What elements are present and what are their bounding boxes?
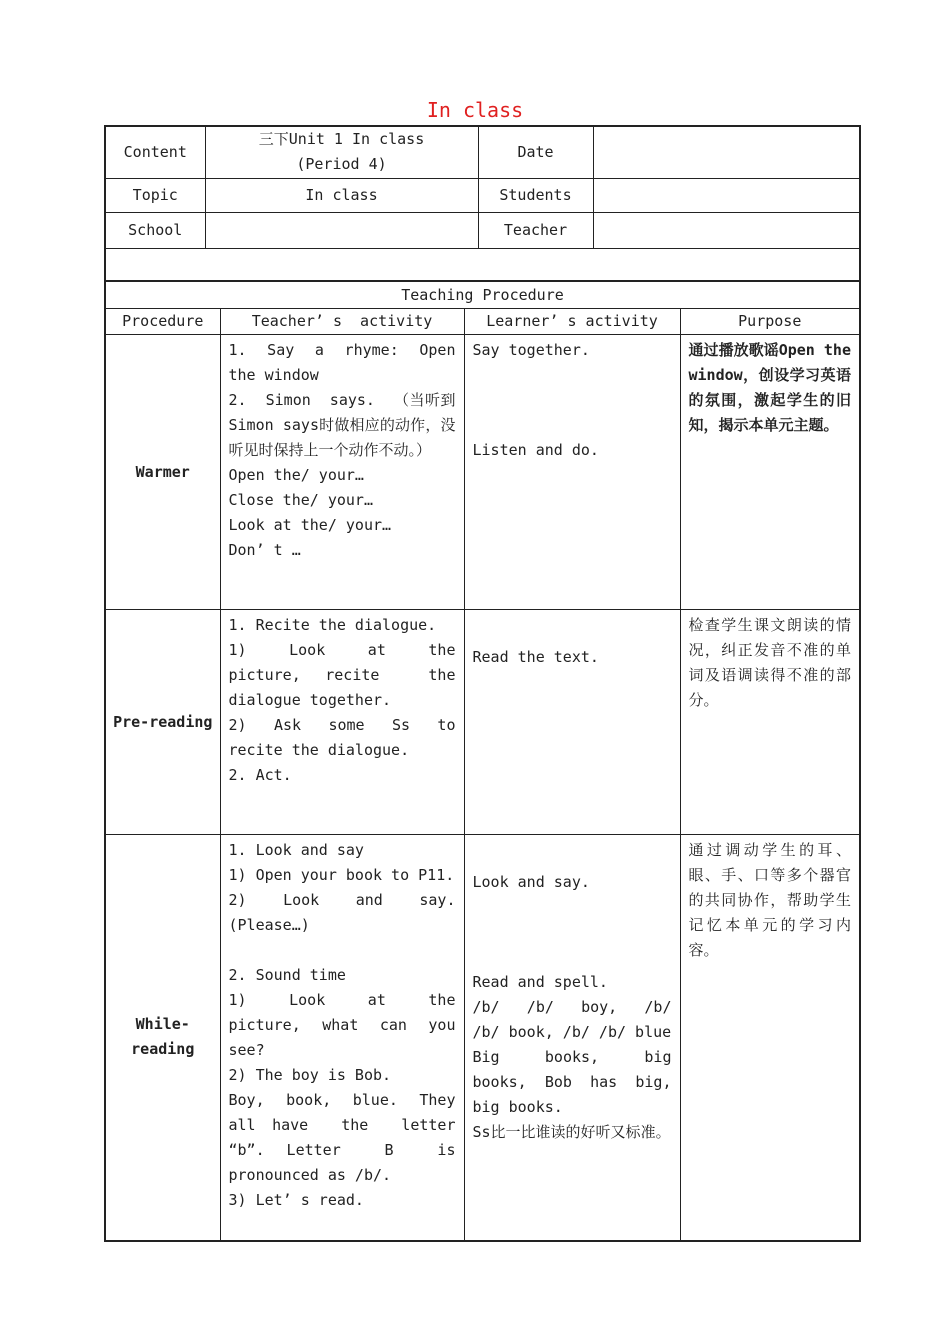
spacer	[229, 938, 456, 963]
procedure-heading-row	[105, 282, 860, 309]
whilereading-learner-line: Ss比一比谁读的好听又标准。	[472, 1123, 671, 1141]
teacher-label: Teacher	[478, 212, 593, 248]
teacher-value	[593, 212, 860, 248]
topic-value: In class	[205, 178, 478, 212]
school-label: School	[105, 212, 205, 248]
whilereading-teacher-activity	[220, 835, 474, 1241]
whilereading-teacher-line: 3) Let’ s read.	[228, 1191, 364, 1209]
prereading-teacher-line: 1. Recite the dialogue.	[228, 616, 437, 634]
date-label: Date	[478, 126, 593, 178]
whilereading-teacher-line: Boy, book, blue. They all have the letter “b”. Letter B is pronounced as /b/.	[228, 1091, 474, 1184]
blank-row	[105, 248, 860, 281]
content-value-line2: (Period 4)	[296, 155, 387, 174]
whilereading-teacher-line: 2. Sound time	[228, 966, 346, 984]
spacer	[473, 363, 672, 388]
whilereading-learner-line: Read and spell.	[472, 973, 608, 991]
lesson-info-table	[104, 125, 861, 282]
blank-cell	[105, 248, 860, 281]
whilereading-learner-line: /b/ /b/ boy, /b/ /b/ book, /b/ /b/ blue	[472, 998, 690, 1041]
column-header-procedure: Procedure	[105, 309, 220, 335]
whilereading-teacher-line: 1. Look and say	[228, 841, 364, 859]
spacer	[473, 945, 672, 970]
spacer	[473, 895, 672, 920]
stage-whilereading-line1: While-	[135, 1015, 190, 1034]
prereading-learner-activity	[464, 610, 680, 835]
school-value	[205, 212, 478, 248]
teaching-procedure-table	[104, 281, 861, 1242]
column-header-purpose: Purpose	[680, 309, 860, 335]
prereading-teacher-activity	[220, 610, 474, 835]
students-value	[593, 178, 860, 212]
school-row	[105, 212, 860, 248]
document-title: In class	[426, 98, 524, 122]
prereading-learner-line: Read the text.	[472, 648, 599, 666]
topic-row	[105, 178, 860, 212]
prereading-teacher-line: 2. Act.	[228, 766, 292, 784]
warmer-teacher-line: Open the/ your…	[228, 466, 364, 484]
warmer-purpose: 通过播放歌谣Open the window，创设学习英语的氛围，激起学生的旧知，揭示本单元主题。	[680, 335, 860, 610]
topic-label: Topic	[105, 178, 205, 212]
spacer	[473, 388, 672, 413]
whilereading-learner-activity	[464, 835, 690, 1241]
stage-whilereading-line2: reading	[131, 1040, 195, 1059]
students-label: Students	[478, 178, 593, 212]
column-header-learner-activity: Learner’ s activity	[464, 309, 680, 335]
date-value	[593, 126, 860, 178]
warmer-teacher-line: 1. Say a rhyme: Open the window	[228, 341, 474, 384]
warmer-learner-line: Listen and do.	[472, 441, 599, 459]
content-row	[105, 126, 860, 178]
whilereading-teacher-line: 1) Open your book to P11.	[228, 866, 455, 884]
warmer-teacher-line: Close the/ your…	[228, 491, 373, 509]
whilereading-teacher-line: 2) The boy is Bob.	[228, 1066, 392, 1084]
warmer-teacher-line: Don’ t …	[228, 541, 301, 559]
whilereading-learner-line: Big books, big books, Bob has big, big books.	[472, 1048, 690, 1116]
prereading-teacher-line: 2) Ask some Ss to recite the dialogue.	[228, 716, 474, 759]
stage-whilereading	[105, 835, 220, 1241]
whilereading-teacher-line: 2) Look and say. (Please…)	[228, 891, 465, 934]
column-header-row	[105, 309, 860, 335]
content-value-line1: 三下Unit 1 In class	[258, 130, 425, 149]
prereading-row	[105, 610, 860, 835]
prereading-teacher-line: 1) Look at the picture, recite the dialogue together.	[228, 641, 474, 709]
warmer-learner-line: Say together.	[472, 341, 590, 359]
stage-prereading: Pre-reading	[105, 610, 220, 835]
warmer-learner-activity	[464, 335, 680, 610]
whilereading-row	[105, 835, 860, 1241]
whilereading-teacher-line: 1) Look at the picture, what can you see?	[228, 991, 474, 1059]
spacer	[473, 413, 672, 438]
warmer-teacher-line: Look at the/ your…	[228, 516, 392, 534]
content-label: Content	[105, 126, 205, 178]
prereading-purpose: 检查学生课文朗读的情况，纠正发音不准的单词及语调读得不准的部分。	[680, 610, 860, 835]
warmer-row	[105, 335, 860, 610]
warmer-teacher-activity	[220, 335, 474, 610]
content-value	[205, 126, 478, 178]
whilereading-purpose: 通过调动学生的耳、眼、手、口等多个器官的共同协作，帮助学生记忆本单元的学习内容。	[680, 835, 860, 1241]
procedure-heading: Teaching Procedure	[105, 282, 860, 309]
warmer-teacher-line: 2. Simon says. （当听到Simon says时做相应的动作，没听见时保持上一个动作不动。）	[228, 391, 456, 459]
stage-warmer: Warmer	[105, 335, 220, 610]
spacer	[473, 920, 672, 945]
column-header-teacher-activity: Teacher’ s activity	[220, 309, 464, 335]
whilereading-learner-line: Look and say.	[472, 873, 590, 891]
